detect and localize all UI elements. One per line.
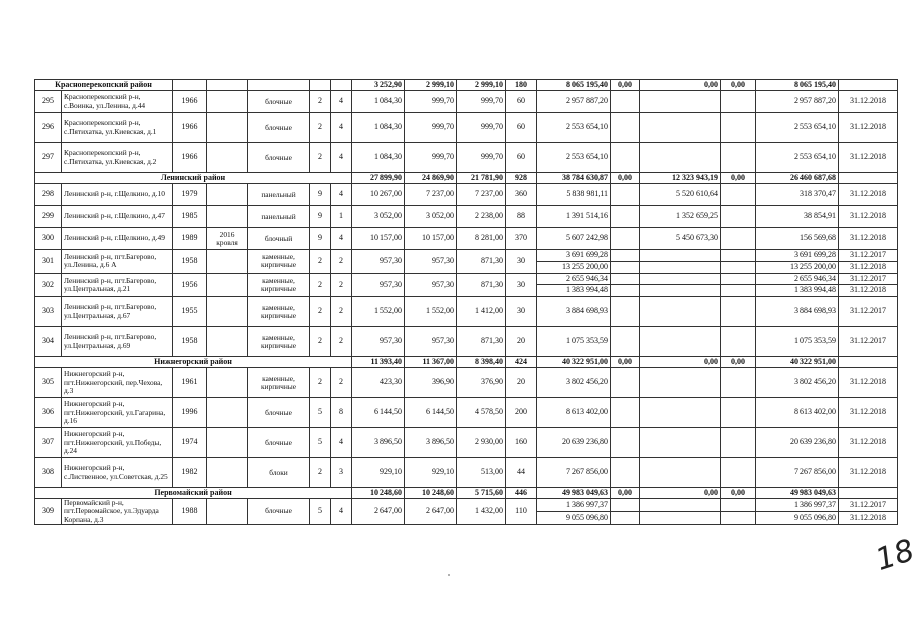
row-area-3: 7 237,00: [457, 184, 506, 206]
row-area-3: 871,30: [457, 273, 506, 297]
row-deadline: 31.12.2017: [839, 273, 898, 285]
row-area: 1 084,30: [352, 113, 405, 143]
row-last-repair: [207, 184, 248, 206]
row-area-3: 999,70: [457, 143, 506, 173]
row-year: 1958: [173, 250, 207, 274]
row-total: 2 957 887,20: [537, 91, 611, 113]
table-row: [35, 428, 898, 458]
district-own-funds: 26 460 687,68: [756, 173, 839, 184]
row-fund: 1 352 659,25: [640, 206, 721, 228]
table-row: [35, 113, 898, 143]
row-own-funds: 8 613 402,00: [756, 398, 839, 428]
row-entrances: 4: [331, 113, 352, 143]
row-area-3: 2 238,00: [457, 206, 506, 228]
row-residents: 20: [506, 368, 537, 398]
table-row: [35, 458, 898, 488]
row-last-repair: [207, 143, 248, 173]
table-row: [35, 228, 898, 250]
row-material: каменные, кирпичные: [248, 250, 310, 274]
row-own-funds: 1 386 997,37: [756, 499, 839, 512]
row-area-2: 999,70: [405, 113, 457, 143]
district-residents: 928: [506, 173, 537, 184]
row-year: 1989: [173, 228, 207, 250]
district-total: 38 784 630,87: [537, 173, 611, 184]
row-deadline: 31.12.2018: [839, 184, 898, 206]
row-deadline: 31.12.2018: [839, 91, 898, 113]
row-area: 10 267,00: [352, 184, 405, 206]
row-number: 307: [35, 428, 62, 458]
row-number: 306: [35, 398, 62, 428]
row-material: каменные, кирпичные: [248, 368, 310, 398]
row-last-repair: [207, 428, 248, 458]
row-total: 2 553 654,10: [537, 113, 611, 143]
row-address: Красноперекопский р-н, с.Воинка, ул.Ленина, д.44: [62, 91, 173, 113]
row-floors: 2: [310, 297, 331, 327]
row-area: 957,30: [352, 250, 405, 274]
row-number: 298: [35, 184, 62, 206]
row-area-3: 513,00: [457, 458, 506, 488]
row-material: каменные, кирпичные: [248, 297, 310, 327]
row-number: 300: [35, 228, 62, 250]
row-entrances: 2: [331, 297, 352, 327]
table-row: [35, 184, 898, 206]
row-deadline: 31.12.2018: [839, 206, 898, 228]
district-fund-1: 0,00: [611, 173, 640, 184]
district-total: 49 983 049,63: [537, 488, 611, 499]
row-area-2: 10 157,00: [405, 228, 457, 250]
row-address: Нижнегорский р-н, пгт.Нижнегорский, ул.Гагарина, д.16: [62, 398, 173, 428]
row-fund: [640, 327, 721, 357]
row-floors: 2: [310, 273, 331, 297]
row-area-2: 1 552,00: [405, 297, 457, 327]
table-row: [35, 91, 898, 113]
table-row: [35, 327, 898, 357]
district-area-3: 5 715,60: [457, 488, 506, 499]
district-fund-3: 0,00: [721, 488, 756, 499]
row-entrances: 2: [331, 250, 352, 274]
row-fund: [640, 143, 721, 173]
row-deadline: 31.12.2017: [839, 297, 898, 327]
row-own-funds: 2 655 946,34: [756, 273, 839, 285]
row-number: 304: [35, 327, 62, 357]
row-area: 10 157,00: [352, 228, 405, 250]
row-number: 295: [35, 91, 62, 113]
row-residents: 360: [506, 184, 537, 206]
district-name: Первомайский район: [35, 488, 352, 499]
row-material: блочные: [248, 91, 310, 113]
row-total: 3 691 699,28: [537, 250, 611, 262]
row-material: блочные: [248, 113, 310, 143]
table-row: [35, 368, 898, 398]
row-residents: 30: [506, 273, 537, 297]
district-fund-3: 0,00: [721, 357, 756, 368]
district-residents: 180: [506, 80, 537, 91]
row-area: 6 144,50: [352, 398, 405, 428]
row-number: 299: [35, 206, 62, 228]
row-deadline-2: 31.12.2018: [839, 285, 898, 297]
row-area: 957,30: [352, 273, 405, 297]
row-number: 309: [35, 499, 62, 525]
row-area-3: 999,70: [457, 113, 506, 143]
row-entrances: 2: [331, 368, 352, 398]
row-residents: 60: [506, 113, 537, 143]
district-total: 40 322 951,00: [537, 357, 611, 368]
row-area: 1 552,00: [352, 297, 405, 327]
row-material: блочные: [248, 143, 310, 173]
row-entrances: 8: [331, 398, 352, 428]
row-area-3: 4 578,50: [457, 398, 506, 428]
row-deadline-2: 31.12.2018: [839, 511, 898, 524]
row-fund: [640, 368, 721, 398]
row-total-2: 13 255 200,00: [537, 261, 611, 273]
district-residents: 424: [506, 357, 537, 368]
row-total: 3 802 456,20: [537, 368, 611, 398]
row-entrances: 4: [331, 428, 352, 458]
row-number: 308: [35, 458, 62, 488]
row-area-2: 957,30: [405, 273, 457, 297]
row-entrances: 4: [331, 91, 352, 113]
row-area-3: 1 432,00: [457, 499, 506, 525]
row-year: 1974: [173, 428, 207, 458]
row-total: 5 838 981,11: [537, 184, 611, 206]
row-floors: 2: [310, 458, 331, 488]
row-area: 3 896,50: [352, 428, 405, 458]
row-residents: 44: [506, 458, 537, 488]
row-deadline: 31.12.2018: [839, 368, 898, 398]
row-total: 5 607 242,98: [537, 228, 611, 250]
row-own-funds: 1 075 353,59: [756, 327, 839, 357]
row-fund: [640, 113, 721, 143]
row-year: 1961: [173, 368, 207, 398]
row-area-2: 957,30: [405, 250, 457, 274]
row-area-3: 871,30: [457, 327, 506, 357]
row-deadline: 31.12.2018: [839, 398, 898, 428]
row-fund: [640, 91, 721, 113]
row-address: Ленинский р-н, г.Щелкино, д.10: [62, 184, 173, 206]
row-residents: 20: [506, 327, 537, 357]
row-fund: 5 450 673,30: [640, 228, 721, 250]
row-fund: [640, 398, 721, 428]
row-total: 7 267 856,00: [537, 458, 611, 488]
row-last-repair: 2016 кровля: [207, 228, 248, 250]
row-entrances: 4: [331, 228, 352, 250]
row-own-funds-2: 9 055 096,80: [756, 511, 839, 524]
row-entrances: 4: [331, 184, 352, 206]
row-area-2: 999,70: [405, 91, 457, 113]
row-number: 305: [35, 368, 62, 398]
row-year: 1956: [173, 273, 207, 297]
row-area-3: 8 281,00: [457, 228, 506, 250]
row-deadline: 31.12.2017: [839, 327, 898, 357]
row-deadline: 31.12.2017: [839, 250, 898, 262]
row-year: 1982: [173, 458, 207, 488]
row-residents: 88: [506, 206, 537, 228]
row-floors: 5: [310, 499, 331, 525]
row-entrances: 2: [331, 273, 352, 297]
row-year: 1979: [173, 184, 207, 206]
row-own-funds-2: 13 255 200,00: [756, 261, 839, 273]
row-material: блочные: [248, 499, 310, 525]
row-floors: 9: [310, 228, 331, 250]
row-year: 1955: [173, 297, 207, 327]
scan-speck: [448, 574, 450, 576]
row-area-2: 999,70: [405, 143, 457, 173]
district-residents: 446: [506, 488, 537, 499]
row-entrances: 1: [331, 206, 352, 228]
district-row: [35, 173, 898, 184]
row-address: Нижнегорский р-н, пгт.Нижнегорский, пер.Чехова, д.3: [62, 368, 173, 398]
row-area: 3 052,00: [352, 206, 405, 228]
row-material: блочный: [248, 228, 310, 250]
district-total: 8 065 195,40: [537, 80, 611, 91]
row-year: 1996: [173, 398, 207, 428]
district-area: 10 248,60: [352, 488, 405, 499]
row-floors: 9: [310, 206, 331, 228]
district-fund-3: 0,00: [721, 173, 756, 184]
row-area-3: 2 930,00: [457, 428, 506, 458]
row-total-2: 9 055 096,80: [537, 511, 611, 524]
row-last-repair: [207, 499, 248, 525]
row-total: 2 553 654,10: [537, 143, 611, 173]
row-residents: 110: [506, 499, 537, 525]
district-area: 3 252,90: [352, 80, 405, 91]
row-own-funds: 3 884 698,93: [756, 297, 839, 327]
row-address: Нижнегорский р-н, с.Лиственное, ул.Советская, д.25: [62, 458, 173, 488]
capital-repair-table: [34, 79, 898, 525]
row-area-2: 2 647,00: [405, 499, 457, 525]
row-own-funds: 156 569,68: [756, 228, 839, 250]
district-fund-1: 0,00: [611, 488, 640, 499]
row-residents: 30: [506, 250, 537, 274]
district-fund-1: 0,00: [611, 357, 640, 368]
row-year: 1958: [173, 327, 207, 357]
table-row: [35, 499, 898, 512]
row-total: 3 884 698,93: [537, 297, 611, 327]
row-own-funds: 20 639 236,80: [756, 428, 839, 458]
row-number: 302: [35, 273, 62, 297]
row-own-funds-2: 1 383 994,48: [756, 285, 839, 297]
district-own-funds: 49 983 049,63: [756, 488, 839, 499]
row-floors: 2: [310, 143, 331, 173]
district-own-funds: 40 322 951,00: [756, 357, 839, 368]
row-material: панельный: [248, 206, 310, 228]
row-residents: 160: [506, 428, 537, 458]
row-area: 423,30: [352, 368, 405, 398]
district-row: [35, 488, 898, 499]
row-entrances: 4: [331, 143, 352, 173]
row-fund: [640, 458, 721, 488]
row-own-funds: 3 802 456,20: [756, 368, 839, 398]
row-deadline: 31.12.2018: [839, 143, 898, 173]
row-material: панельный: [248, 184, 310, 206]
district-fund-1: 0,00: [611, 80, 640, 91]
row-entrances: 2: [331, 327, 352, 357]
row-total: 1 391 514,16: [537, 206, 611, 228]
table-row: [35, 250, 898, 262]
row-fund: 5 520 610,64: [640, 184, 721, 206]
row-residents: 60: [506, 91, 537, 113]
district-row: [35, 357, 898, 368]
row-area-3: 999,70: [457, 91, 506, 113]
district-area-2: 11 367,00: [405, 357, 457, 368]
row-year: 1985: [173, 206, 207, 228]
row-fund: [640, 297, 721, 327]
district-area: 27 899,90: [352, 173, 405, 184]
row-floors: 9: [310, 184, 331, 206]
district-name: Красноперекопский район: [35, 80, 173, 91]
row-deadline: 31.12.2018: [839, 228, 898, 250]
district-fund-2: 0,00: [640, 80, 721, 91]
row-area: 1 084,30: [352, 143, 405, 173]
row-last-repair: [207, 327, 248, 357]
row-deadline: 31.12.2018: [839, 428, 898, 458]
table-row: [35, 273, 898, 285]
row-area: 1 084,30: [352, 91, 405, 113]
district-area-2: 2 999,10: [405, 80, 457, 91]
row-address: Ленинский р-н, пгт.Багерово, ул.Центральная, д.67: [62, 297, 173, 327]
row-address: Ленинский р-н, г.Щелкино, д.47: [62, 206, 173, 228]
row-last-repair: [207, 91, 248, 113]
row-last-repair: [207, 368, 248, 398]
row-own-funds: 7 267 856,00: [756, 458, 839, 488]
row-entrances: 4: [331, 499, 352, 525]
row-residents: 370: [506, 228, 537, 250]
table-row: [35, 206, 898, 228]
row-last-repair: [207, 458, 248, 488]
row-area-2: 3 052,00: [405, 206, 457, 228]
row-floors: 5: [310, 398, 331, 428]
row-area-2: 3 896,50: [405, 428, 457, 458]
row-year: 1966: [173, 113, 207, 143]
row-material: блочные: [248, 428, 310, 458]
district-area-3: 21 781,90: [457, 173, 506, 184]
row-floors: 2: [310, 327, 331, 357]
row-area-3: 1 412,00: [457, 297, 506, 327]
district-area-3: 2 999,10: [457, 80, 506, 91]
table-row: [35, 143, 898, 173]
row-address: Ленинский р-н, пгт.Багерово, ул.Ленина, д.6 А: [62, 250, 173, 274]
district-fund-2: 12 323 943,19: [640, 173, 721, 184]
row-material: блочные: [248, 398, 310, 428]
row-area-3: 376,90: [457, 368, 506, 398]
row-total: 8 613 402,00: [537, 398, 611, 428]
row-area: 2 647,00: [352, 499, 405, 525]
row-residents: 30: [506, 297, 537, 327]
table-row: [35, 398, 898, 428]
row-entrances: 3: [331, 458, 352, 488]
row-own-funds: 2 553 654,10: [756, 143, 839, 173]
row-last-repair: [207, 206, 248, 228]
row-total: 2 655 946,34: [537, 273, 611, 285]
row-address: Красноперекопский р-н, с.Пятихатка, ул.Киевская, д.1: [62, 113, 173, 143]
row-area-2: 929,10: [405, 458, 457, 488]
row-floors: 5: [310, 428, 331, 458]
row-area: 957,30: [352, 327, 405, 357]
row-fund: [640, 428, 721, 458]
district-fund-2: 0,00: [640, 488, 721, 499]
row-year: 1966: [173, 143, 207, 173]
row-last-repair: [207, 273, 248, 297]
row-address: Ленинский р-н, пгт.Багерово, ул.Центральная, д.69: [62, 327, 173, 357]
row-floors: 2: [310, 113, 331, 143]
row-floors: 2: [310, 368, 331, 398]
row-material: каменные, кирпичные: [248, 273, 310, 297]
row-own-funds: 318 370,47: [756, 184, 839, 206]
row-own-funds: 3 691 699,28: [756, 250, 839, 262]
row-address: Первомайский р-н, пгт.Первомайское, ул.Эдуарда Корпана, д.3: [62, 499, 173, 525]
row-deadline-2: 31.12.2018: [839, 261, 898, 273]
row-floors: 2: [310, 91, 331, 113]
row-area-3: 871,30: [457, 250, 506, 274]
row-address: Ленинский р-н, г.Щелкино, д.49: [62, 228, 173, 250]
row-own-funds: 2 553 654,10: [756, 113, 839, 143]
row-residents: 60: [506, 143, 537, 173]
row-deadline: 31.12.2018: [839, 113, 898, 143]
district-area-2: 10 248,60: [405, 488, 457, 499]
row-address: Красноперекопский р-н, с.Пятихатка, ул.Киевская, д.2: [62, 143, 173, 173]
row-deadline: 31.12.2017: [839, 499, 898, 512]
row-area: 929,10: [352, 458, 405, 488]
district-own-funds: 8 065 195,40: [756, 80, 839, 91]
row-number: 296: [35, 113, 62, 143]
row-number: 303: [35, 297, 62, 327]
row-floors: 2: [310, 250, 331, 274]
row-deadline: 31.12.2018: [839, 458, 898, 488]
row-address: Нижнегорский р-н, пгт.Нижнегорский, ул.Победы, д.24: [62, 428, 173, 458]
row-total: 1 075 353,59: [537, 327, 611, 357]
row-year: 1966: [173, 91, 207, 113]
row-area-2: 7 237,00: [405, 184, 457, 206]
district-area-3: 8 398,40: [457, 357, 506, 368]
row-last-repair: [207, 250, 248, 274]
district-fund-3: 0,00: [721, 80, 756, 91]
row-total: 20 639 236,80: [537, 428, 611, 458]
district-area-2: 24 869,90: [405, 173, 457, 184]
district-fund-2: 0,00: [640, 357, 721, 368]
row-area-2: 6 144,50: [405, 398, 457, 428]
row-last-repair: [207, 297, 248, 327]
district-area: 11 393,40: [352, 357, 405, 368]
row-own-funds: 38 854,91: [756, 206, 839, 228]
district-name: Нижнегорский район: [35, 357, 352, 368]
table-row: [35, 297, 898, 327]
district-row: [35, 80, 898, 91]
row-total-2: 1 383 994,48: [537, 285, 611, 297]
row-area-2: 957,30: [405, 327, 457, 357]
row-material: блоки: [248, 458, 310, 488]
page-number: 18: [871, 532, 919, 579]
row-material: каменные, кирпичные: [248, 327, 310, 357]
row-residents: 200: [506, 398, 537, 428]
row-address: Ленинский р-н, пгт.Багерово, ул.Центральная, д.21: [62, 273, 173, 297]
row-last-repair: [207, 398, 248, 428]
row-area-2: 396,90: [405, 368, 457, 398]
row-total: 1 386 997,37: [537, 499, 611, 512]
district-name: Ленинский район: [35, 173, 352, 184]
row-number: 301: [35, 250, 62, 274]
row-last-repair: [207, 113, 248, 143]
row-year: 1988: [173, 499, 207, 525]
row-number: 297: [35, 143, 62, 173]
row-own-funds: 2 957 887,20: [756, 91, 839, 113]
